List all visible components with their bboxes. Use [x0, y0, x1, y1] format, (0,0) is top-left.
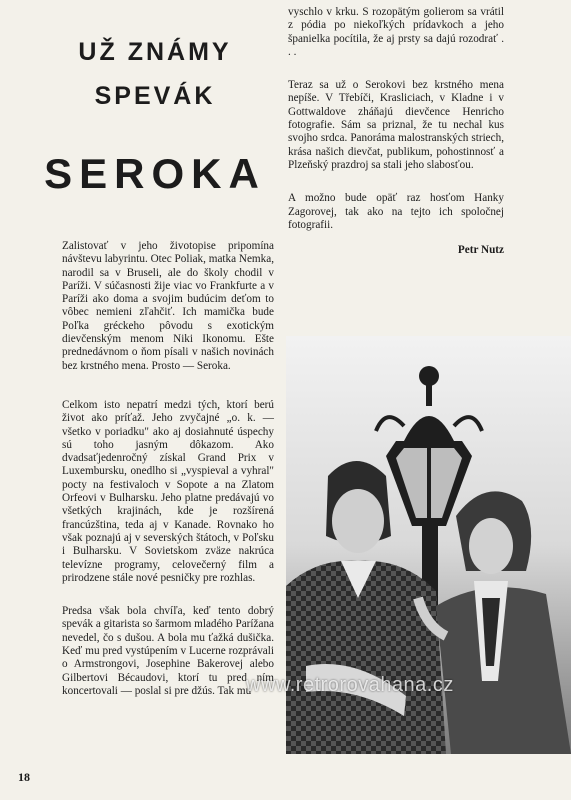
author-byline: Petr Nutz — [457, 244, 504, 257]
paragraph-intro: Zalistovať v jeho životopise pripomína návštevu labyrintu. Otec Poliak, matka Nemka, narodil sa v Bruseli, ale do školy chodil v Paríži. V súčasnosti žije viac vo Frankfurte a v Paríži ako doma a svojim budúcim deťom to vôbec nemieni zľahčiť. Ich mamička bude Poľka gréckeho pôvodu s exotickým dievčenským menom Niki Ikonomu. Ešte prednedávnom o ňom písali v našich novinách bez krstného mena. Prosto — Seroka. — [62, 240, 274, 372]
right-column — [288, 6, 504, 257]
headline-line-2: SPEVÁK — [94, 82, 216, 110]
left-column — [62, 240, 274, 698]
paragraph-closing: A možno bude opäť raz hosťom Hanky Zagorovej, tak ako na tejto ich spoločnej fotografii. — [288, 192, 504, 231]
paragraph-lucerna: Predsa však bola chvíľa, keď tento dobrý spevák a gitarista so šarmom mladého Parížana nevedel, čo s dušou. A bola mu ťažká dušička. Keď mu pred vystúpením v Lucerne rozprávali o Armstrongovi, Josephine Bakerovej alebo Gilbertovi Bécaudovi, ktorí tu pred ním koncertovali — poslal si pre džús. Tak mu — [62, 605, 274, 697]
paragraph-continuation: vyschlo v krku. S rozopätým golierom sa vrátil z pódia po niekoľkých prídavkoch a jeho španielka pocítila, že aj prsty sa dajú rozodrať . . . — [288, 6, 504, 58]
watermark-url: www.retrorovahana.cz — [246, 674, 454, 696]
paragraph-success: Celkom isto nepatrí medzi tých, ktorí berú život ako príťaž. Jeho zvyčajné „o. k. — všetko v poriadku" ako aj dosiahnuté úspechy sú toho jasným dôkazom. Ako dvadsaťjedenročný získal Grand Prix v Luxembursku, onedlho si „vyspieval a vyhral" pocty na festivaloch v Sopote a na Zlatom Orfeovi v Bulharsku. Jeho platne predávajú vo všetkých krajinách, kde je rozšírená francúzština, teda aj v Kanade. Rovnako ho však poznajú aj v severských štátoch, v Poľsku i Bulharsku. V Sovietskom zväze nakrúca televízne programy, celovečerný film a prirodzene stále nové pesničky pre rozhlas. — [62, 398, 274, 584]
headline-line-1: UŽ ZNÁMY — [78, 38, 232, 66]
paragraph-czech-fans: Teraz sa už o Serokovi bez krstného mena nepíše. V Třebíči, Krasliciach, v Kladne i v Gottwaldove zháňajú dievčence Henricho fotografie. Sám sa priznal, že tu nechal kus svojho srdca. Panoráma malostranských striech, krása našich dievčat, publikum, pohostinnosť a Plzeňský prazdroj sa stali jeho slabosťou. — [288, 79, 504, 171]
page-number: 18 — [18, 770, 30, 784]
headline-name: SEROKA — [44, 150, 266, 197]
